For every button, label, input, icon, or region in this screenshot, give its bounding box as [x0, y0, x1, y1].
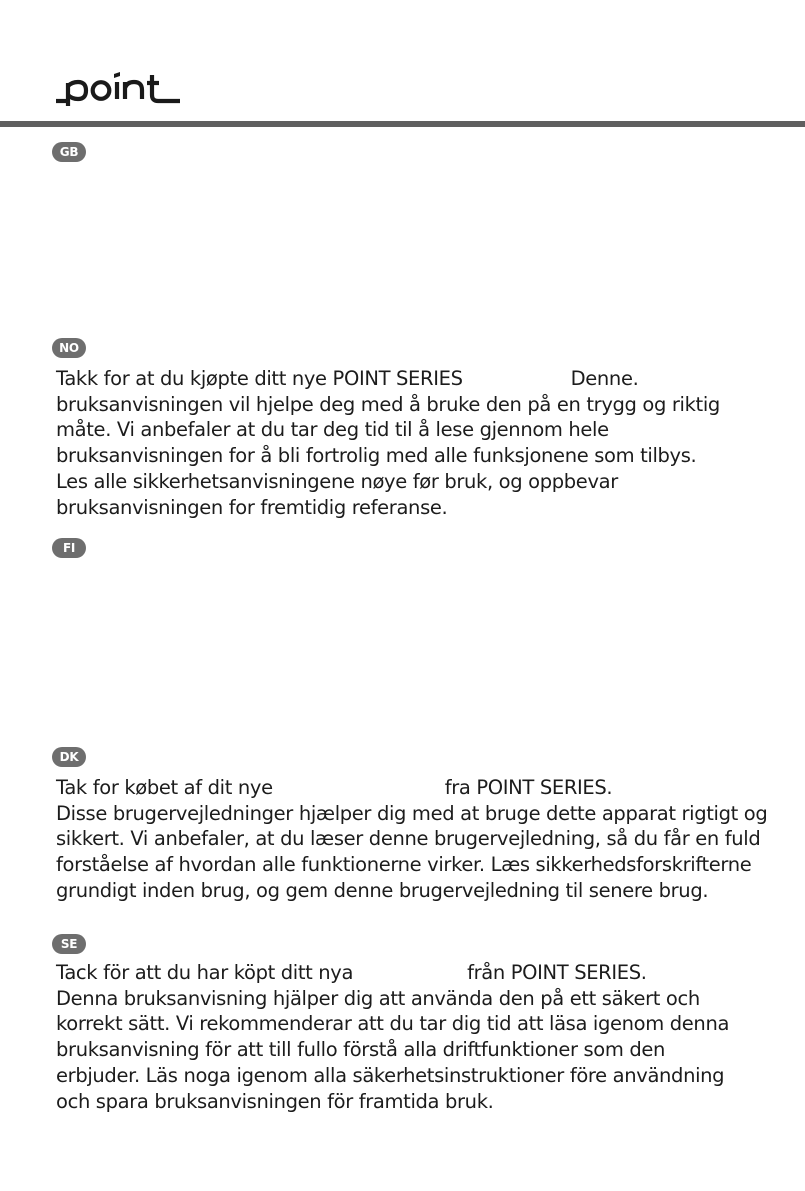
- text-line: måte. Vi anbefaler at du tar deg tid til å lese gjennom hele: [56, 418, 609, 442]
- paragraph-se: [56, 960, 786, 1114]
- paragraph-no: [56, 366, 786, 520]
- text-line: och spara bruksanvisningen för framtida bruk.: [56, 1089, 494, 1113]
- text-line: korrekt sätt. Vi rekommenderar att du tar dig tid att läsa igenom denna: [56, 1012, 730, 1036]
- text-line: Les alle sikkerhetsanvisningene nøye før bruk, og oppbevar: [56, 469, 618, 493]
- language-badge-gb: GB: [52, 142, 86, 162]
- text-line: bruksanvisningen for fremtidig referanse.: [56, 495, 448, 519]
- paragraph-dk: [56, 775, 786, 904]
- text-line: Tack för att du har köpt ditt nya från POINT SERIES.: [56, 961, 647, 984]
- language-badge-se: SE: [52, 934, 86, 954]
- point-logo: [54, 66, 184, 108]
- text-line: sikkert. Vi anbefaler, at du læser denne brugervejledning, så du får en fuld: [56, 827, 761, 851]
- text-line: Tak for købet af dit nye fra POINT SERIES.: [56, 776, 613, 799]
- language-badge-no: NO: [52, 338, 86, 358]
- text-line: forståelse af hvordan alle funktionerne virker. Læs sikkerhedsforskrifterne: [56, 853, 752, 877]
- text-line: Denna bruksanvisning hjälper dig att använda den på ett säkert och: [56, 986, 700, 1010]
- text-line: bruksanvisning för att till fullo förstå alla driftfunktioner som den: [56, 1038, 666, 1062]
- text-line: bruksanvisningen vil hjelpe deg med å bruke den på en trygg og riktig: [56, 392, 720, 416]
- text-line: erbjuder. Läs noga igenom alla säkerhetsinstruktioner före användning: [56, 1063, 725, 1087]
- header-divider: [0, 121, 805, 127]
- text-line: bruksanvisningen for å bli fortrolig med alle funksjonene som tilbys.: [56, 444, 697, 468]
- language-badge-fi: FI: [52, 538, 86, 558]
- text-line: grundigt inden brug, og gem denne brugervejledning til senere brug.: [56, 878, 709, 902]
- text-line: Takk for at du kjøpte ditt nye POINT SERIES Denne.: [56, 367, 639, 390]
- language-badge-dk: DK: [52, 747, 86, 767]
- text-line: Disse brugervejledninger hjælper dig med at bruge dette apparat rigtigt og: [56, 801, 768, 825]
